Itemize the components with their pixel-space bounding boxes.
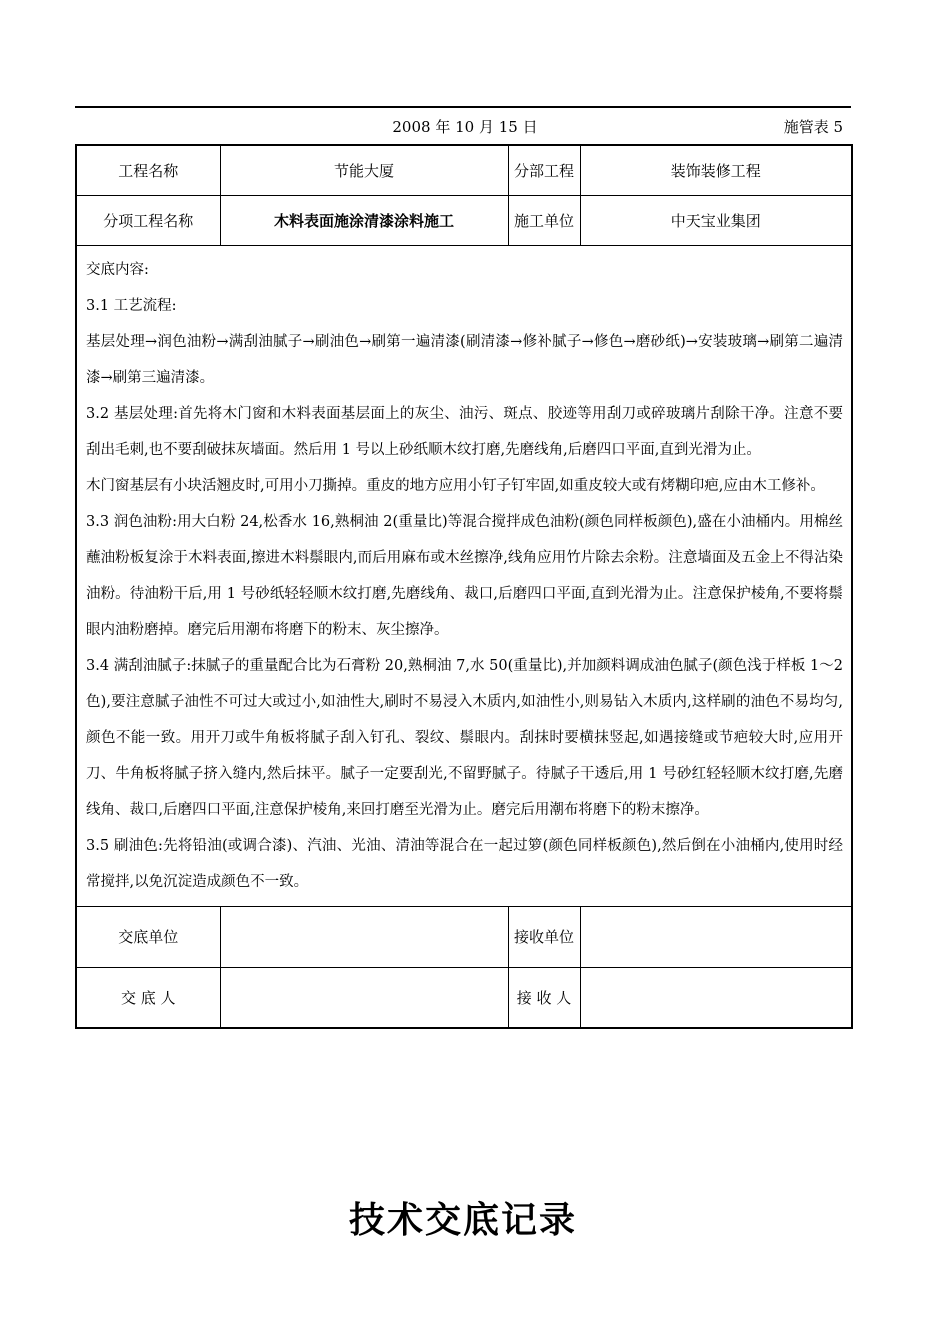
signoff-person-row [76,967,852,1028]
document-title: 技术交底记录 [348,1200,577,1241]
discloser-label: 交 底 人 [76,967,220,1028]
unit-value: 中天宝业集团 [580,195,852,245]
signoff-unit-row [76,906,852,967]
unit-label: 施工单位 [508,195,580,245]
project-name-label: 工程名称 [76,145,220,195]
subitem-row [76,195,852,245]
disclose-unit-field[interactable] [220,906,508,967]
content-paragraph: 木门窗基层有小块活翘皮时,可用小刀撕掉。重皮的地方应用小钉子钉牢固,如重皮较大或有烤糊印疤,应由木工修补。 [86,477,825,494]
content-paragraph: 3.1 工艺流程: [86,297,177,314]
division-label: 分部工程 [508,145,580,195]
disclose-unit-label: 交底单位 [76,906,220,967]
content-paragraph: 3.2 基层处理:首先将木门窗和木料表面基层面上的灰尘、油污、斑点、胶迹等用刮刀或碎玻璃片刮除干净。注意不要刮出毛刺,也不要刮破抹灰墙面。然后用 1 号以上砂纸顺木纹打磨,先磨线角,后磨四口平面,直到光滑为止。 [86,405,844,458]
content-paragraph: 3.4 满刮油腻子:抹腻子的重量配合比为石膏粉 20,熟桐油 7,水 50(重量比),并加颜料调成油色腻子(颜色浅于样板 1～2 色),要注意腻子油性不可过大或过小,如油性大,刷时不易浸入木质内,如油性小,则易钻入木质内,这样刷的油色不易均匀,颜色不能一致。用开刀或牛角板将腻子刮入钉孔、裂纹、鬃眼内。刮抹时要横抹竖起,如遇接缝或节疤较大时,应用开刀、牛角板将腻子挤入缝内,然后抹平。腻子一定要刮光,不留野腻子。待腻子干透后,用 1 号砂红轻轻顺木纹打磨,先磨线角、裁口,后磨四口平面,注意保护棱角,来回打磨至光滑为止。磨完后用潮布将磨下的粉末擦净。 [86,657,844,818]
top-rule [75,106,851,108]
disclosure-content [76,245,852,906]
disclosure-table [75,144,853,1029]
project-name-value: 节能大厦 [220,145,508,195]
content-paragraph: 3.3 润色油粉:用大白粉 24,松香水 16,熟桐油 2(重量比)等混合搅拌成色油粉(颜色同样板颜色),盛在小油桶内。用棉丝蘸油粉板复涂于木料表面,擦进木料鬃眼内,而后用麻布或木丝擦净,线角应用竹片除去余粉。注意墙面及五金上不得沾染油粉。待油粉干后,用 1 号砂纸轻轻顺木纹打磨,先磨线角、裁口,后磨四口平面,直到光滑为止。注意保护棱角,不要将鬃眼内油粉磨掉。磨完后用潮布将磨下的粉末、灰尘擦净。 [86,513,844,638]
division-value: 装饰装修工程 [580,145,852,195]
receiver-field[interactable] [580,967,852,1028]
subitem-label: 分项工程名称 [76,195,220,245]
receiver-label: 接 收 人 [508,967,580,1028]
discloser-field[interactable] [220,967,508,1028]
content-row [76,245,852,906]
project-row [76,145,852,195]
content-paragraph: 基层处理→润色油粉→满刮油腻子→刷油色→刷第一遍清漆(刷清漆→修补腻子→修色→磨砂纸)→安装玻璃→刷第二遍清漆→刷第三遍清漆。 [86,333,844,386]
content-heading: 交底内容: [86,261,149,278]
record-date: 2008 年 10 月 15 日 [392,118,538,136]
receive-unit-label: 接收单位 [508,906,580,967]
subitem-value: 木料表面施涂清漆涂料施工 [220,195,508,245]
content-paragraph: 3.5 刷油色:先将铅油(或调合漆)、汽油、光油、清油等混合在一起过箩(颜色同样板颜色),然后倒在小油桶内,使用时经常搅拌,以免沉淀造成颜色不一致。 [86,837,844,890]
form-number: 施管表 5 [783,118,843,136]
receive-unit-field[interactable] [580,906,852,967]
